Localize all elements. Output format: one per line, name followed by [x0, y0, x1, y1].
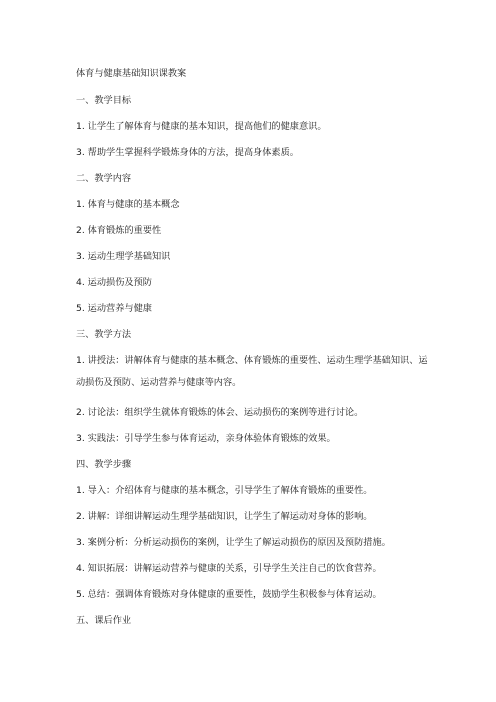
list-item: 2. 体育锻炼的重要性	[76, 225, 162, 236]
list-item: 1. 体育与健康的基本概念	[76, 199, 180, 210]
list-item: 3. 实践法：引导学生参与体育运动，亲身体验体育锻炼的效果。	[76, 433, 336, 444]
list-item: 1. 导入：介绍体育与健康的基本概念，引导学生了解体育锻炼的重要性。	[76, 485, 373, 496]
list-item: 4. 知识拓展：讲解运动营养与健康的关系，引导学生关注自己的饮食营养。	[76, 563, 382, 574]
list-item: 1. 让学生了解体育与健康的基本知识，提高他们的健康意识。	[76, 121, 327, 132]
section-heading: 四、教学步骤	[76, 459, 132, 470]
list-item: 2. 讨论法：组织学生就体育锻炼的体会、运动损伤的案例等进行讨论。	[76, 407, 364, 418]
list-item: 1. 讲授法：讲解体育与健康的基本概念、体育锻炼的重要性、运动生理学基础知识、运动损伤及预防、运动营养与健康等内容。	[76, 355, 428, 388]
list-item: 3. 帮助学生掌握科学锻炼身体的方法，提高身体素质。	[76, 147, 299, 158]
list-item: 2. 讲解：详细讲解运动生理学基础知识，让学生了解运动对身体的影响。	[76, 511, 373, 522]
list-item: 5. 总结：强调体育锻炼对身体健康的重要性，鼓励学生积极参与体育运动。	[76, 589, 382, 600]
section-heading: 三、教学方法	[76, 329, 132, 340]
section-heading: 二、教学内容	[76, 173, 132, 184]
list-item: 3. 案例分析：分析运动损伤的案例，让学生了解运动损伤的原因及预防措施。	[76, 537, 391, 548]
list-item: 4. 运动损伤及预防	[76, 277, 152, 288]
list-item: 3. 运动生理学基础知识	[76, 251, 171, 262]
document-title: 体育与健康基础知识课教案	[76, 68, 187, 79]
section-heading: 五、课后作业	[76, 615, 132, 626]
list-item: 5. 运动营养与健康	[76, 303, 152, 314]
section-heading: 一、教学目标	[76, 95, 132, 106]
